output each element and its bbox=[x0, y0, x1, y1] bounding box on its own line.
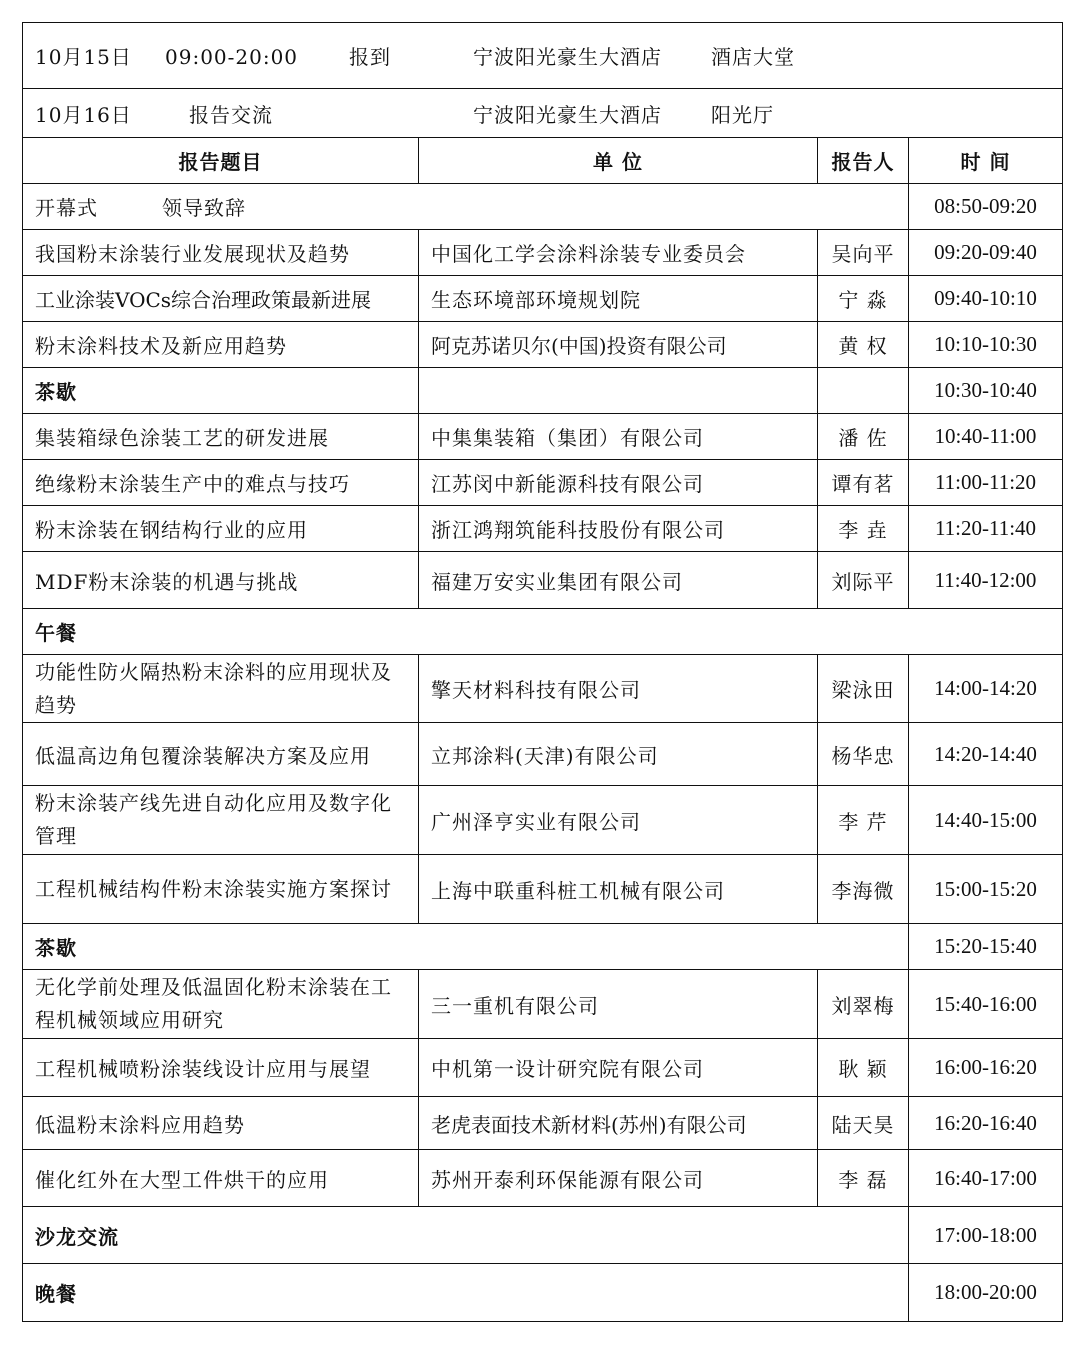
row-topic: 低温粉末涂料应用趋势 bbox=[23, 1097, 419, 1150]
table-row bbox=[23, 1039, 1063, 1097]
table-row bbox=[23, 655, 1063, 723]
row-time: 15:00-15:20 bbox=[909, 855, 1063, 924]
row-topic: 粉末涂装产线先进自动化应用及数字化管理 bbox=[23, 786, 419, 855]
row-unit: 立邦涂料(天津)有限公司 bbox=[419, 723, 818, 786]
row-topic: 我国粉末涂装行业发展现状及趋势 bbox=[23, 230, 419, 276]
registration-row bbox=[23, 23, 1063, 89]
salon-label: 沙龙交流 bbox=[23, 1207, 909, 1264]
row-unit: 上海中联重科桩工机械有限公司 bbox=[419, 855, 818, 924]
row-time: 14:20-14:40 bbox=[909, 723, 1063, 786]
opening-row bbox=[23, 184, 1063, 230]
row-time: 09:40-10:10 bbox=[909, 276, 1063, 322]
table-row bbox=[23, 855, 1063, 924]
row-unit: 福建万安实业集团有限公司 bbox=[419, 552, 818, 609]
column-header-speaker: 报告人 bbox=[818, 138, 909, 184]
column-header-unit: 单 位 bbox=[419, 138, 818, 184]
row-time: 10:10-10:30 bbox=[909, 322, 1063, 368]
break-row bbox=[23, 924, 1063, 970]
row-topic: 粉末涂料技术及新应用趋势 bbox=[23, 322, 419, 368]
row-topic: 绝缘粉末涂装生产中的难点与技巧 bbox=[23, 460, 419, 506]
row-time: 11:20-11:40 bbox=[909, 506, 1063, 552]
row-unit: 擎天材料科技有限公司 bbox=[419, 655, 818, 723]
row-topic: 工程机械喷粉涂装线设计应用与展望 bbox=[23, 1039, 419, 1097]
break-time: 15:20-15:40 bbox=[909, 924, 1063, 970]
table-row bbox=[23, 970, 1063, 1039]
session-event: 报告交流 bbox=[189, 102, 273, 127]
row-topic: 无化学前处理及低温固化粉末涂装在工程机械领域应用研究 bbox=[23, 970, 419, 1039]
table-row bbox=[23, 460, 1063, 506]
dinner-time: 18:00-20:00 bbox=[909, 1264, 1063, 1322]
row-unit: 苏州开泰利环保能源有限公司 bbox=[419, 1150, 818, 1207]
row-topic: 集装箱绿色涂装工艺的研发进展 bbox=[23, 414, 419, 460]
row-topic: 催化红外在大型工件烘干的应用 bbox=[23, 1150, 419, 1207]
row-time: 15:40-16:00 bbox=[909, 970, 1063, 1039]
row-topic: 低温高边角包覆涂装解决方案及应用 bbox=[23, 723, 419, 786]
row-topic: MDF粉末涂装的机遇与挑战 bbox=[23, 552, 419, 609]
table-row bbox=[23, 552, 1063, 609]
row-topic: 功能性防火隔热粉末涂料的应用现状及趋势 bbox=[23, 655, 419, 723]
column-header-topic: 报告题目 bbox=[23, 138, 419, 184]
lunch-row bbox=[23, 609, 1063, 655]
row-time: 14:40-15:00 bbox=[909, 786, 1063, 855]
row-time: 11:00-11:20 bbox=[909, 460, 1063, 506]
row-speaker: 谭有茗 bbox=[818, 460, 909, 506]
opening-label: 开幕式 bbox=[35, 196, 98, 220]
row-speaker: 陆天昊 bbox=[818, 1097, 909, 1150]
column-header-time: 时 间 bbox=[909, 138, 1063, 184]
row-speaker: 耿 颖 bbox=[818, 1039, 909, 1097]
session-room: 阳光厅 bbox=[711, 102, 774, 127]
table-row bbox=[23, 322, 1063, 368]
row-speaker: 刘翠梅 bbox=[818, 970, 909, 1039]
row-topic: 工业涂装VOCs综合治理政策最新进展 bbox=[23, 276, 419, 322]
row-unit: 浙江鸿翔筑能科技股份有限公司 bbox=[419, 506, 818, 552]
registration-room: 酒店大堂 bbox=[711, 45, 795, 69]
break-row bbox=[23, 368, 1063, 414]
registration-date: 10月15日 bbox=[35, 45, 132, 69]
table-row bbox=[23, 1097, 1063, 1150]
opening-time: 08:50-09:20 bbox=[909, 184, 1063, 230]
session-venue: 宁波阳光豪生大酒店 bbox=[473, 102, 662, 127]
row-speaker: 杨华忠 bbox=[818, 723, 909, 786]
session-row bbox=[23, 89, 1063, 138]
row-topic: 粉末涂装在钢结构行业的应用 bbox=[23, 506, 419, 552]
row-speaker: 李海微 bbox=[818, 855, 909, 924]
table-row bbox=[23, 786, 1063, 855]
table-row bbox=[23, 276, 1063, 322]
table-row bbox=[23, 1150, 1063, 1207]
row-time: 11:40-12:00 bbox=[909, 552, 1063, 609]
row-time: 10:40-11:00 bbox=[909, 414, 1063, 460]
salon-time: 17:00-18:00 bbox=[909, 1207, 1063, 1264]
row-time: 16:00-16:20 bbox=[909, 1039, 1063, 1097]
registration-time: 09:00-20:00 bbox=[165, 45, 299, 69]
row-unit: 中国化工学会涂料涂装专业委员会 bbox=[419, 230, 818, 276]
row-speaker: 刘际平 bbox=[818, 552, 909, 609]
dinner-row bbox=[23, 1264, 1063, 1322]
table-row bbox=[23, 506, 1063, 552]
table-row bbox=[23, 414, 1063, 460]
row-unit: 江苏闵中新能源科技有限公司 bbox=[419, 460, 818, 506]
row-unit: 老虎表面技术新材料(苏州)有限公司 bbox=[419, 1097, 818, 1150]
row-speaker: 宁 淼 bbox=[818, 276, 909, 322]
row-time: 14:00-14:20 bbox=[909, 655, 1063, 723]
row-unit: 三一重机有限公司 bbox=[419, 970, 818, 1039]
row-unit: 广州泽亨实业有限公司 bbox=[419, 786, 818, 855]
registration-event: 报到 bbox=[349, 45, 391, 69]
lunch-label: 午餐 bbox=[23, 609, 1063, 655]
salon-row bbox=[23, 1207, 1063, 1264]
row-unit: 中集集装箱（集团）有限公司 bbox=[419, 414, 818, 460]
row-speaker: 潘 佐 bbox=[818, 414, 909, 460]
row-speaker: 李 磊 bbox=[818, 1150, 909, 1207]
break-label: 茶歇 bbox=[23, 924, 909, 970]
row-speaker: 梁泳田 bbox=[818, 655, 909, 723]
row-speaker: 李 垚 bbox=[818, 506, 909, 552]
column-header-row bbox=[23, 138, 1063, 184]
row-unit: 生态环境部环境规划院 bbox=[419, 276, 818, 322]
row-time: 09:20-09:40 bbox=[909, 230, 1063, 276]
table-row bbox=[23, 723, 1063, 786]
row-speaker: 黄 权 bbox=[818, 322, 909, 368]
dinner-label: 晚餐 bbox=[23, 1264, 909, 1322]
table-row bbox=[23, 230, 1063, 276]
row-topic: 工程机械结构件粉末涂装实施方案探讨 bbox=[23, 855, 419, 924]
row-time: 16:20-16:40 bbox=[909, 1097, 1063, 1150]
row-unit: 阿克苏诺贝尔(中国)投资有限公司 bbox=[419, 322, 818, 368]
session-date: 10月16日 bbox=[35, 102, 132, 127]
break-time: 10:30-10:40 bbox=[909, 368, 1063, 414]
row-unit: 中机第一设计研究院有限公司 bbox=[419, 1039, 818, 1097]
registration-venue: 宁波阳光豪生大酒店 bbox=[473, 45, 662, 69]
break-label: 茶歇 bbox=[23, 368, 419, 414]
opening-sub: 领导致辞 bbox=[162, 196, 246, 220]
row-time: 16:40-17:00 bbox=[909, 1150, 1063, 1207]
agenda-table bbox=[22, 22, 1063, 1322]
row-speaker: 吴向平 bbox=[818, 230, 909, 276]
row-speaker: 李 芹 bbox=[818, 786, 909, 855]
